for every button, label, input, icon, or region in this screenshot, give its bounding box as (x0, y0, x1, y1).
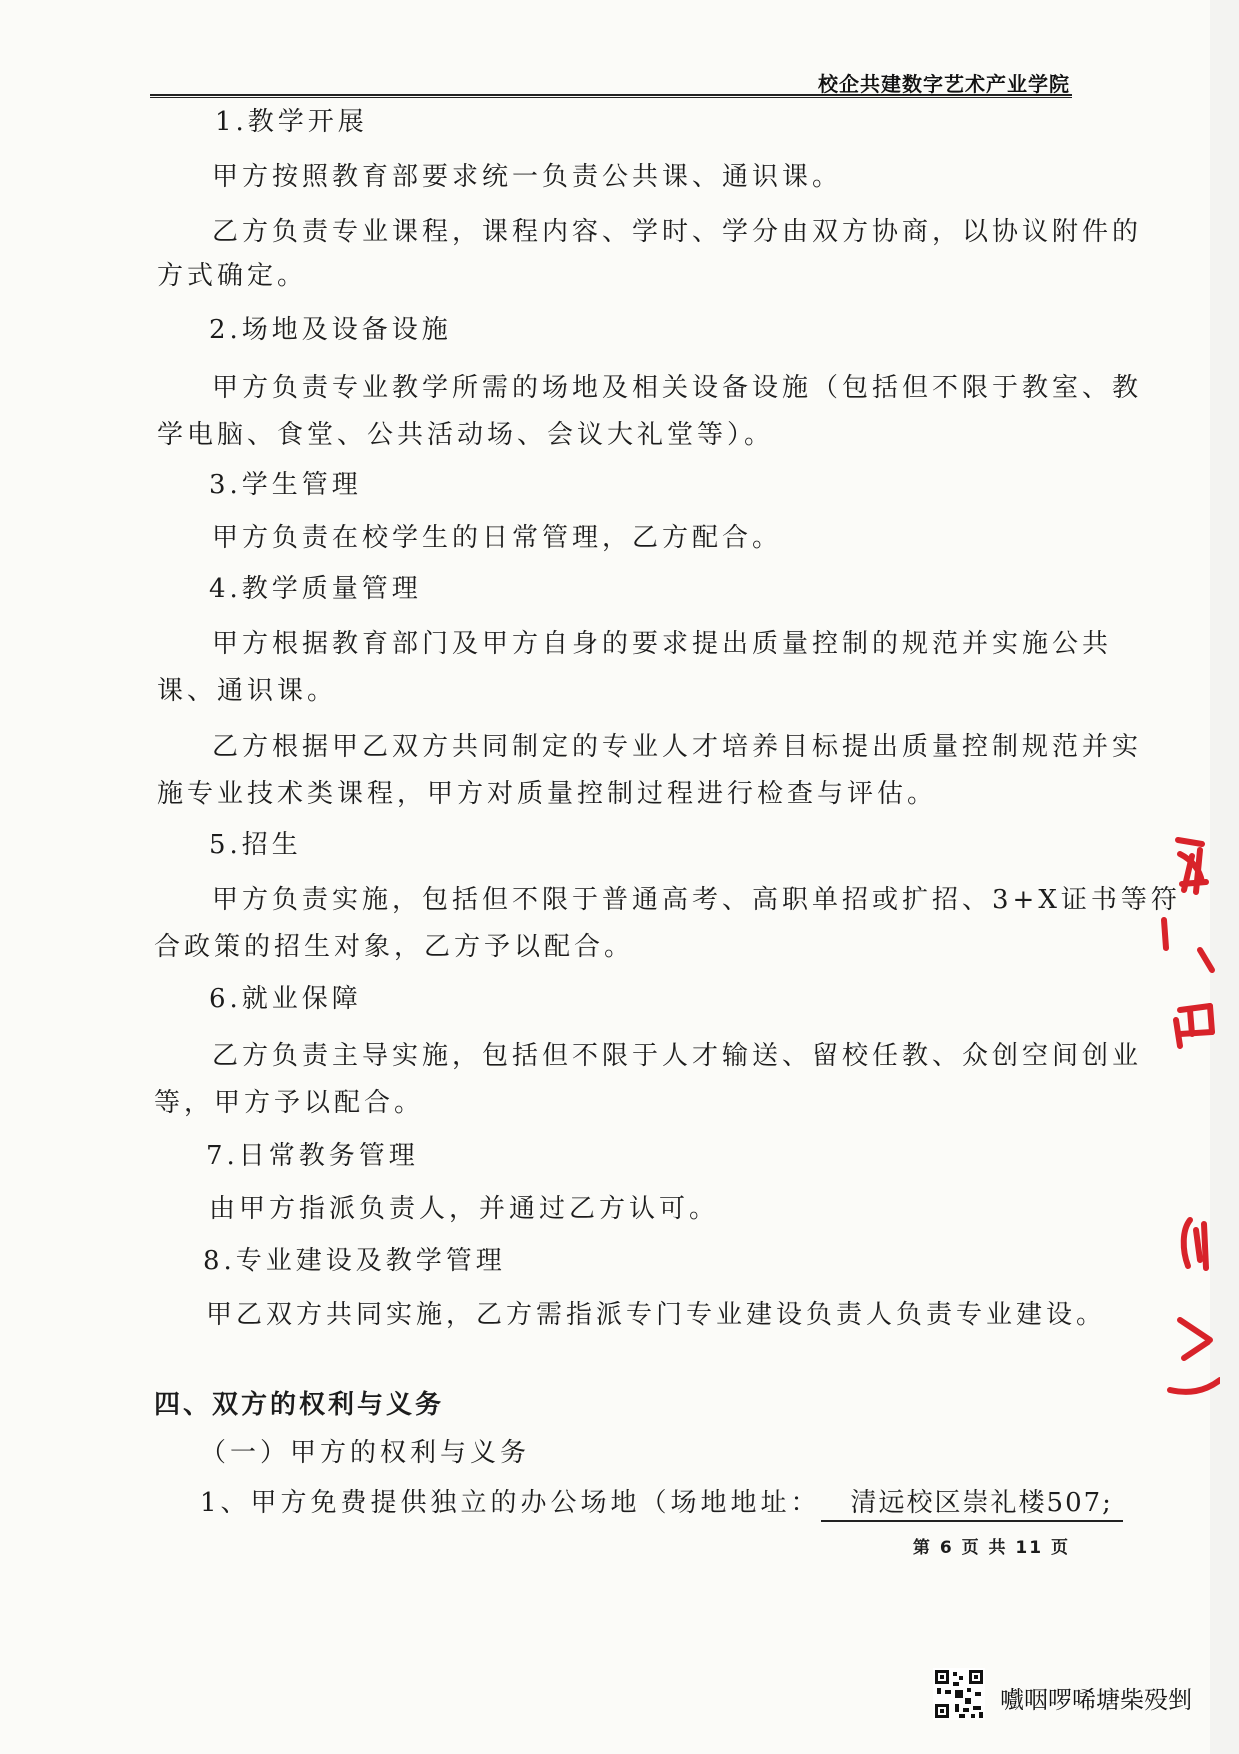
body-line: 5.招生 (209, 830, 302, 860)
venue-address-field: 清远校区崇礼楼507; (821, 1486, 1123, 1522)
body-line: 甲方负责在校学生的日常管理，乙方配合。 (212, 523, 783, 553)
qr-code-icon (933, 1668, 985, 1720)
body-line: 甲方负责专业教学所需的场地及相关设备设施（包括但不限于教室、教 (212, 373, 1143, 403)
body-line: 8.专业建设及教学管理 (203, 1246, 506, 1276)
body-line: 4.教学质量管理 (209, 574, 422, 604)
section-subheading: （一）甲方的权利与义务 (200, 1438, 531, 1468)
body-line: 2.场地及设备设施 (209, 315, 452, 345)
body-line: 方式确定。 (157, 261, 308, 291)
body-line: 施专业技术类课程，甲方对质量控制过程进行检查与评估。 (157, 779, 938, 809)
header-rule (150, 94, 1072, 98)
body-line: 等，甲方予以配合。 (154, 1088, 425, 1118)
body-line: 6.就业保障 (209, 984, 362, 1014)
body-line: 乙方负责主导实施，包括但不限于人才输送、留校任教、众创空间创业 (212, 1041, 1143, 1071)
body-line: 甲乙双方共同实施，乙方需指派专门专业建设负责人负责专业建设。 (206, 1300, 1107, 1330)
body-line: 乙方根据甲乙双方共同制定的专业人才培养目标提出质量控制规范并实 (212, 732, 1143, 762)
body-line: 学电脑、食堂、公共活动场、会议大礼堂等）。 (157, 420, 775, 450)
red-seal-stamp (1140, 820, 1220, 1400)
body-line: 课、通识课。 (157, 676, 338, 706)
body-line: 合政策的招生对象，乙方予以配合。 (154, 932, 635, 962)
section-heading: 四、双方的权利与义务 (154, 1390, 445, 1420)
body-line: 1.教学开展 (215, 107, 368, 137)
body-line: 由甲方指派负责人，并通过乙方认可。 (209, 1194, 720, 1224)
body-line: 甲方按照教育部要求统一负责公共课、通识课。 (212, 162, 843, 192)
body-line: 7.日常教务管理 (206, 1141, 419, 1171)
body-line: 甲方负责实施，包括但不限于普通高考、高职单招或扩招、3+X证书等符 (212, 885, 1181, 915)
header-title: 校企共建数字艺术产业学院 (818, 72, 1070, 96)
body-line: 甲方根据教育部门及甲方自身的要求提出质量控制的规范并实施公共 (212, 629, 1113, 659)
page-number: 第 6 页 共 11 页 (912, 1538, 1070, 1558)
item-1-prefix: 1、甲方免费提供独立的办公场地（场地地址： (200, 1488, 821, 1518)
body-line: 3.学生管理 (209, 470, 362, 500)
body-line: 乙方负责专业课程，课程内容、学时、学分由双方协商，以协议附件的 (212, 217, 1143, 247)
watermark-text: 嚱咽啰唏塘柴殁剉 (1000, 1686, 1192, 1714)
item-1-line (200, 1486, 1123, 1522)
